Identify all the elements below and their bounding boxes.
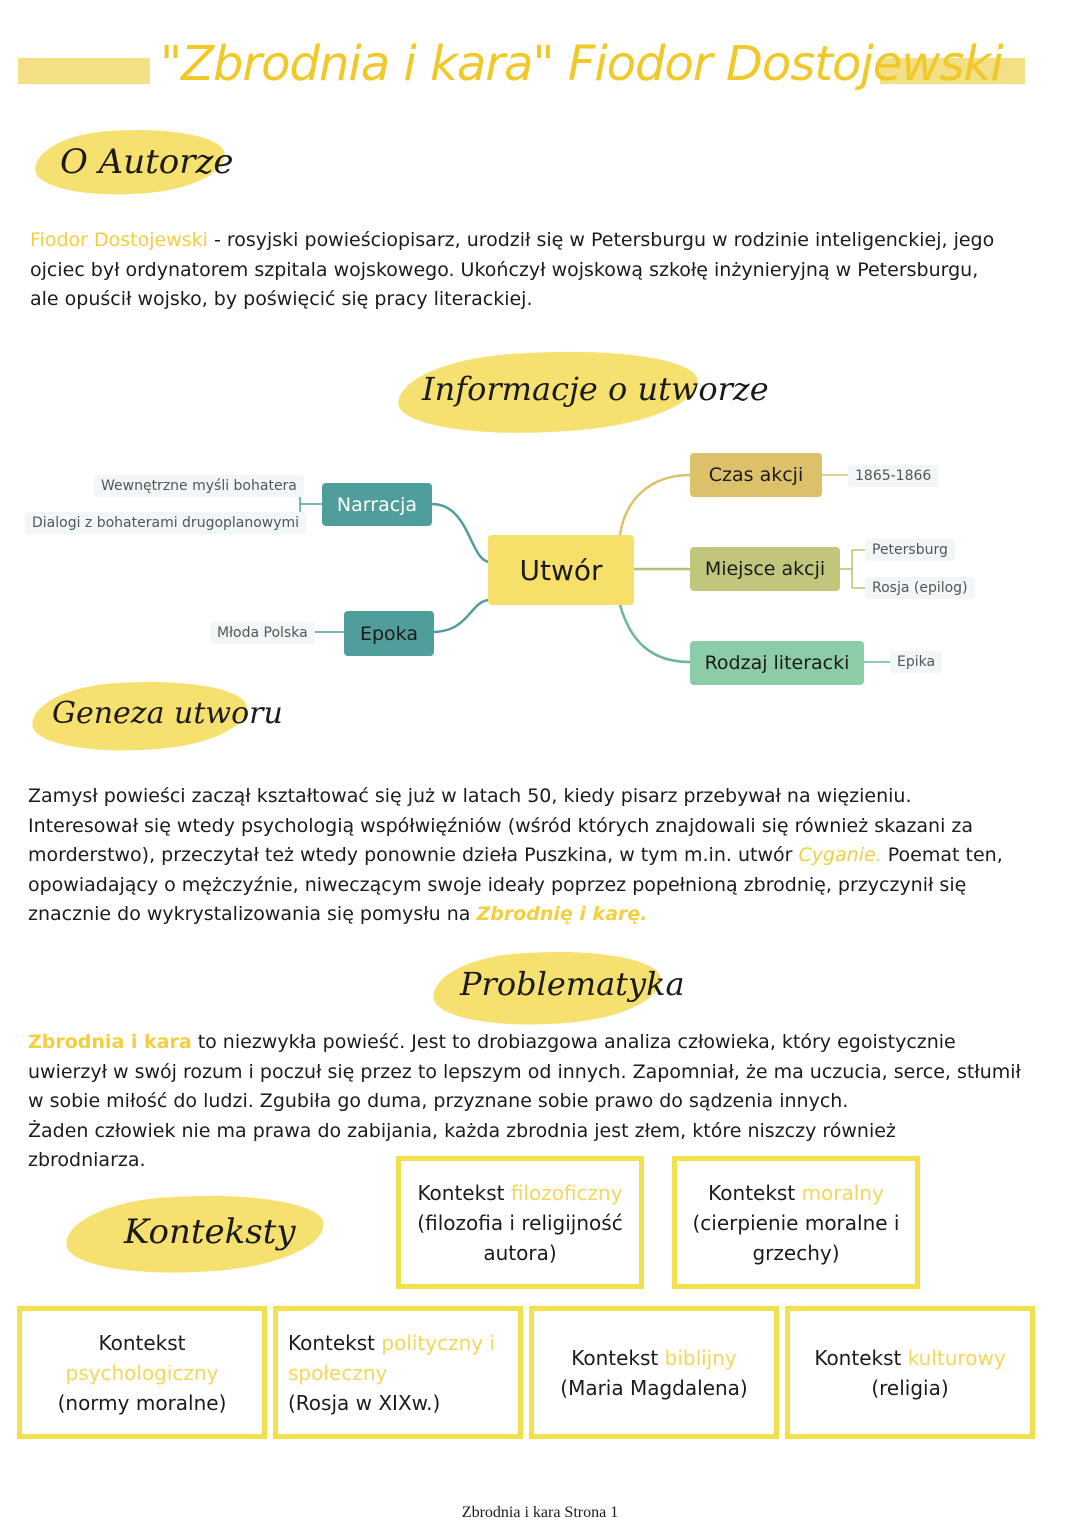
mindmap-narration: Narracja [322,483,432,526]
context-psychologiczny: Kontekst psychologiczny (normy moralne) [17,1306,267,1439]
connector-epoch [432,600,490,632]
mindmap-narration-leaf-2: Dialogi z bohaterami drugoplanowymi [25,512,306,534]
mindmap-place: Miejsce akcji [690,547,840,591]
mindmap-time: Czas akcji [690,453,822,497]
mindmap-genre: Rodzaj literacki [690,641,864,685]
context-kulturowy: Kontekst kulturowy (religia) [785,1306,1035,1439]
mindmap-narration-leaf-1: Wewnętrzne myśli bohatera [94,475,304,497]
problem-paragraph: Zbrodnia i kara to niezwykła powieść. Jest to drobiazgowa analiza człowieka, który egoistycznie uwierzył w swój rozum i poczuł się przez to lepszym od innych. Zapomniał, że ma uczucia, serce, stłumił w sobie miłość do ludzi. Zgubiła go duma, przyznane sobie prawo do sądzenia innych. Żaden człowiek nie ma prawa do zabijania, każda zbrodnia jest złem, które niszczy również zbrodniarza. [28,1031,1021,1171]
page-footer: Zbrodnia i kara Strona 1 [461,1504,619,1521]
context-biblijny: Kontekst biblijny (Maria Magdalena) [529,1306,779,1439]
mindmap-time-leaf: 1865-1866 [848,465,938,487]
connector-place-leaf [840,550,865,588]
page-title: "Zbrodnia i kara" Fiodor Dostojewski [160,36,1003,92]
mindmap-epoch: Epoka [344,611,434,656]
context-moralny: Kontekst moralny (cierpienie moralne i grzechy) [672,1156,920,1289]
info-heading: Informacje o utworze [422,370,769,408]
mindmap-epoch-leaf: Młoda Polska [210,622,315,644]
context-polityczny: Kontekst polityczny i społeczny (Rosja w XIXw.) [273,1306,523,1439]
author-paragraph: Fiodor Dostojewski - rosyjski powieściopisarz, urodził się w Petersburgu w rodzinie inteligenckiej, jego ojciec był ordynatorem szpitala wojskowego. Ukończył wojskową szkołę inżynieryjną w Petersburgu, ale opuścił wojsko, by poświęcić się pracy literackiej. [30,229,995,310]
author-name: Fiodor Dostojewski [30,229,208,251]
context-filozoficzny: Kontekst filozoficzny (filozofia i religijność autora) [396,1156,644,1289]
connector-genre [620,605,690,662]
connector-time [620,475,690,535]
mindmap-place-leaf-1: Petersburg [865,539,955,561]
author-heading: O Autorze [60,142,234,182]
title-bar-left [18,58,150,84]
genesis-paragraph: Zamysł powieści zaczął kształtować się już w latach 50, kiedy pisarz przebywał na więzieniu. Interesował się wtedy psychologią współwięźniów (wśród których znajdowali się również skazani za morderstwo), przeczytał też wtedy ponownie dzieła Puszkina, w tym m.in. utwór Cyganie. Poemat ten, opowiadający o mężczyźnie, niweczącym swoje ideały poprzez popełnioną zbrodnię, przyczynił się znacznie do wykrystalizowania się pomysłu na Zbrodnię i karę. [28,785,1003,925]
contexts-heading: Konteksty [124,1212,296,1252]
connector-narration [432,504,490,562]
problem-heading: Problematyka [460,965,685,1003]
mindmap-center: Utwór [488,535,634,605]
mindmap-genre-leaf: Epika [890,651,942,673]
mindmap-place-leaf-2: Rosja (epilog) [865,577,975,599]
genesis-heading: Geneza utworu [52,696,283,731]
